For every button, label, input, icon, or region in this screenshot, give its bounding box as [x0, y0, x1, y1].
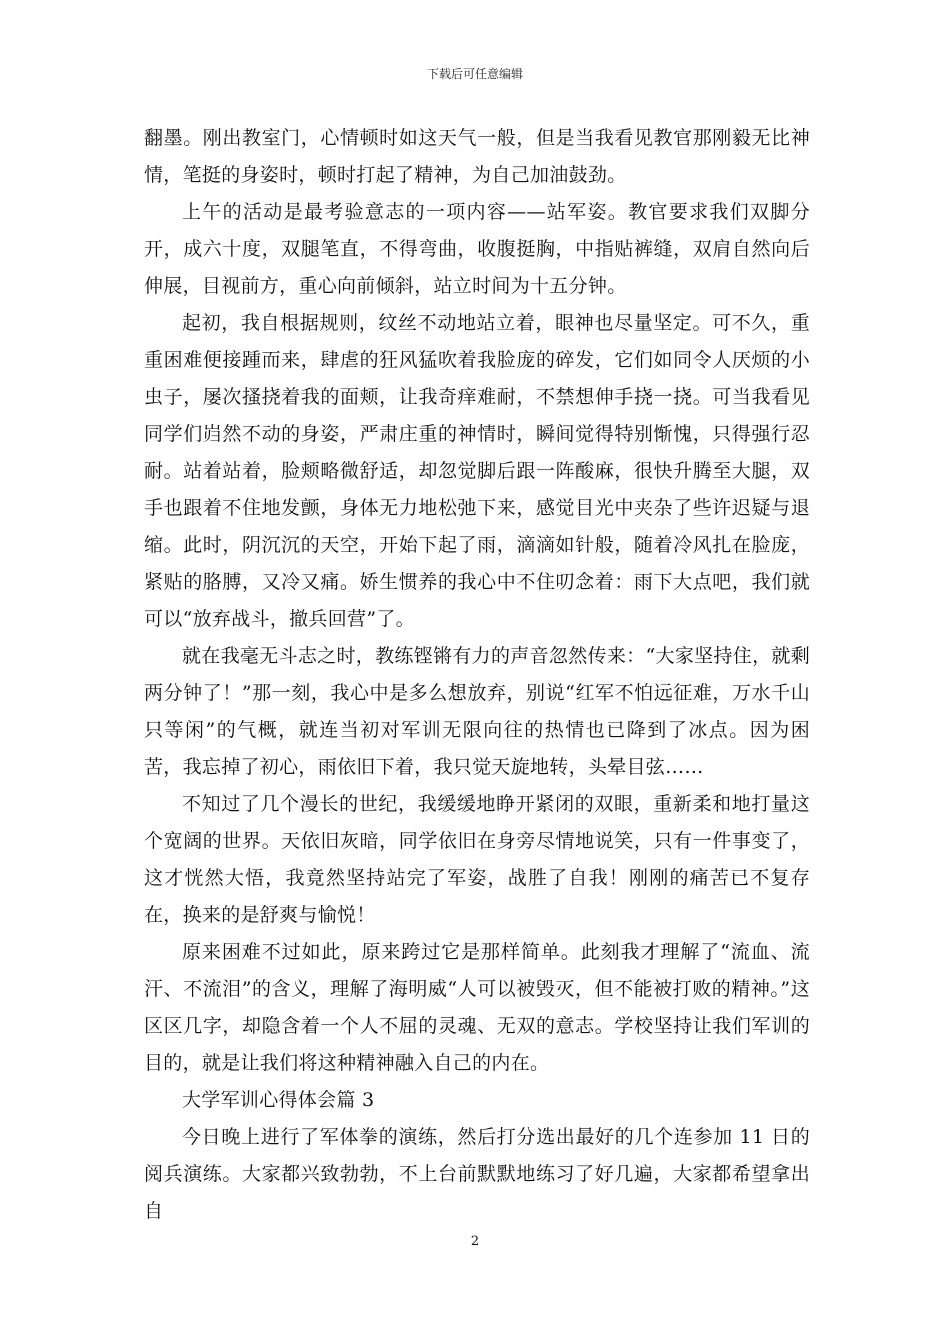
paragraph-reflection: 原来困难不过如此，原来跨过它是那样简单。此刻我才理解了“流血、流汗、不流泪”的含义，理解了海明威“人可以被毁灭，但不能被打败的精神。”这区区几字，却隐含着一个人不屈的灵魂、无双的意志。学校坚持让我们军训的目的，就是让我们将这种精神融入自己的内在。 — [144, 941, 810, 1074]
paragraph-awakening: 不知过了几个漫长的世纪，我缓缓地睁开紧闭的双眼，重新柔和地打量这个宽阔的世界。天依旧灰暗，同学依旧在身旁尽情地说笑，只有一件事变了，这才恍然大悟，我竟然坚持站完了军姿，战胜了自我！刚刚的痛苦已不复存在，换来的是舒爽与愉悦！ — [144, 793, 810, 926]
document-body — [144, 120, 810, 1230]
page-footer — [0, 1234, 950, 1250]
paragraph-hardships: 起初，我自根据规则，纹丝不动地站立着，眼神也尽量坚定。可不久，重重困难便接踵而来，肆虐的狂风猛吹着我脸庞的碎发，它们如同令人厌烦的小虫子，屡次搔挠着我的面颊，让我奇痒难耐，不禁想伸手挠一挠。可当我看见同学们岿然不动的身姿，严肃庄重的神情时，瞬间觉得特别惭愧，只得强行忍耐。站着站着，脸颊略微舒适，却忽觉脚后跟一阵酸麻，很快升腾至大腿，双手也跟着不住地发颤，身体无力地松弛下来，感觉目光中夹杂了些许迟疑与退缩。此时，阴沉沉的天空，开始下起了雨，滴滴如针般，随着冷风扎在脸庞，紧贴的胳膊，又冷又痛。娇生惯养的我心中不住叨念着：雨下大点吧，我们就可以“放弃战斗，撤兵回营”了。 — [144, 312, 810, 630]
section-heading: 大学军训心得体会篇 3 — [182, 1089, 375, 1111]
paragraph-continuation: 翻墨。刚出教室门，心情顿时如这天气一般，但是当我看见教官那刚毅无比神情，笔挺的身姿时，顿时打起了精神，为自己加油鼓劲。 — [144, 127, 810, 186]
page-number: 2 — [470, 1234, 480, 1249]
header-note: 下载后可任意编辑 — [426, 67, 523, 81]
paragraph-standing-posture: 上午的活动是最考验意志的一项内容——站军姿。教官要求我们双脚分开，成六十度，双腿笔直，不得弯曲，收腹挺胸，中指贴裤缝，双肩自然向后伸展，目视前方，重心向前倾斜，站立时间为十五分钟。 — [144, 201, 810, 297]
paragraph-military-boxing: 今日晚上进行了军体拳的演练，然后打分选出最好的几个连参加 11 日的阅兵演练。大家都兴致勃勃，不上台前默默地练习了好几遍，大家都希望拿出自 — [144, 1126, 810, 1222]
paragraph-coach-voice: 就在我毫无斗志之时，教练铿锵有力的声音忽然传来：“大家坚持住，就剩两分钟了！”那一刻，我心中是多么想放弃，别说“红军不怕远征难，万水千山只等闲”的气概，就连当初对军训无限向往的热情也已降到了冰点。因为困苦，我忘掉了初心，雨依旧下着，我只觉天旋地转，头晕目弦…… — [144, 645, 810, 778]
page-header — [0, 66, 950, 82]
